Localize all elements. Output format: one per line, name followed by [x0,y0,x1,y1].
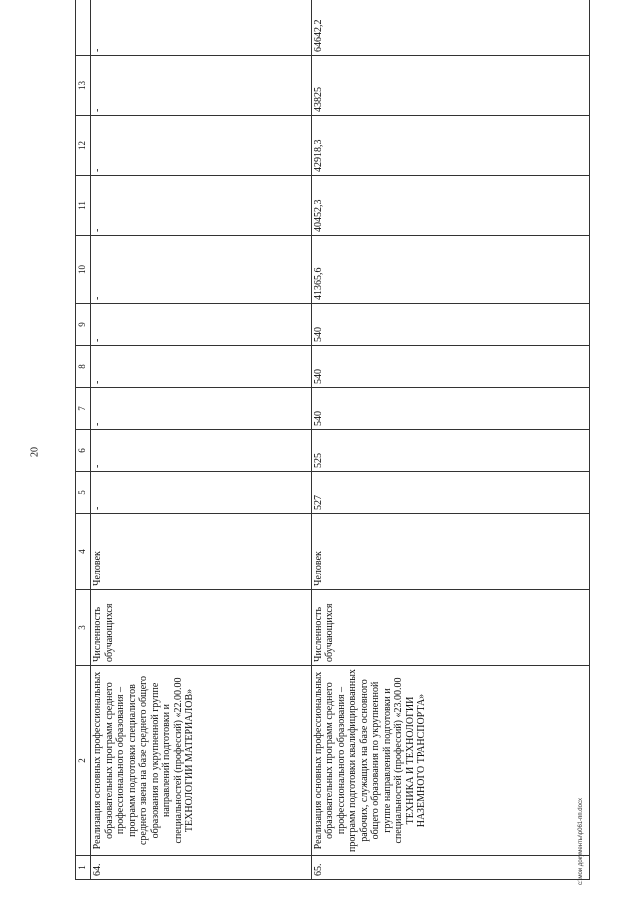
program-name: Реализация основных профессиональных образовательных программ среднего профессионального образования – программ подготовки специалистов среднего звена на базе среднего общего образования по укрупненной группе направлений подготовки и специальностей (профессий) «22.00.00 ТЕХНОЛОГИИ МАТЕРИАЛОВ» [91,666,312,856]
value-cell: - [91,472,312,514]
page-number: 20 [29,447,41,457]
value-cell: - [91,388,312,430]
value-cell: - [91,176,312,236]
header-cell: 7 [76,388,91,430]
value-cell: 540 [311,346,589,388]
header-cell: 11 [76,176,91,236]
value-cell: 527 [311,472,589,514]
header-cell: 3 [76,590,91,666]
value-cell: 43825 [311,56,589,116]
row-number: 64. [91,856,312,880]
table-row [311,0,589,880]
value-cell: 41365,6 [311,236,589,304]
header-cell: 8 [76,346,91,388]
budget-table [75,0,590,880]
header-cell: 12 [76,116,91,176]
value-cell: - [91,304,312,346]
indicator-name: Численность обучающихся [91,590,312,666]
value-cell: - [91,56,312,116]
header-cell: 5 [76,472,91,514]
header-cell: 10 [76,236,91,304]
header-cell: 13 [76,56,91,116]
file-path-footer: c:\мои документы\р061-пп.docx [578,798,584,885]
header-cell: 1 [76,856,91,880]
value-cell: 42918,3 [311,116,589,176]
value-cell: 540 [311,388,589,430]
rotated-table-container [75,18,590,880]
header-cell: 4 [76,514,91,590]
value-cell: - [91,0,312,56]
value-cell: 64642,2 [311,0,589,56]
unit: Человек [91,514,312,590]
value-cell: - [91,116,312,176]
value-cell: 540 [311,304,589,346]
table-row [91,0,312,880]
header-cell: 6 [76,430,91,472]
header-cell [76,0,91,56]
header-cell: 2 [76,666,91,856]
value-cell: - [91,236,312,304]
row-number: 65. [311,856,589,880]
value-cell: 525 [311,430,589,472]
header-row [76,0,91,880]
unit: Человек [311,514,589,590]
header-cell: 9 [76,304,91,346]
indicator-name: Численность обучающихся [311,590,589,666]
value-cell: - [91,346,312,388]
value-cell: - [91,430,312,472]
program-name: Реализация основных профессиональных образовательных программ среднего профессионального образования – программ подготовки квалифицированных рабочих, служащих на базе основного общего образования по укрупненной группе направлений подготовки и специальностей (профессий) «23.00.00 ТЕХНИКА И ТЕХНОЛОГИИ НАЗЕМНОГО ТРАНСПОРТА» [311,666,589,856]
value-cell: 40452,3 [311,176,589,236]
